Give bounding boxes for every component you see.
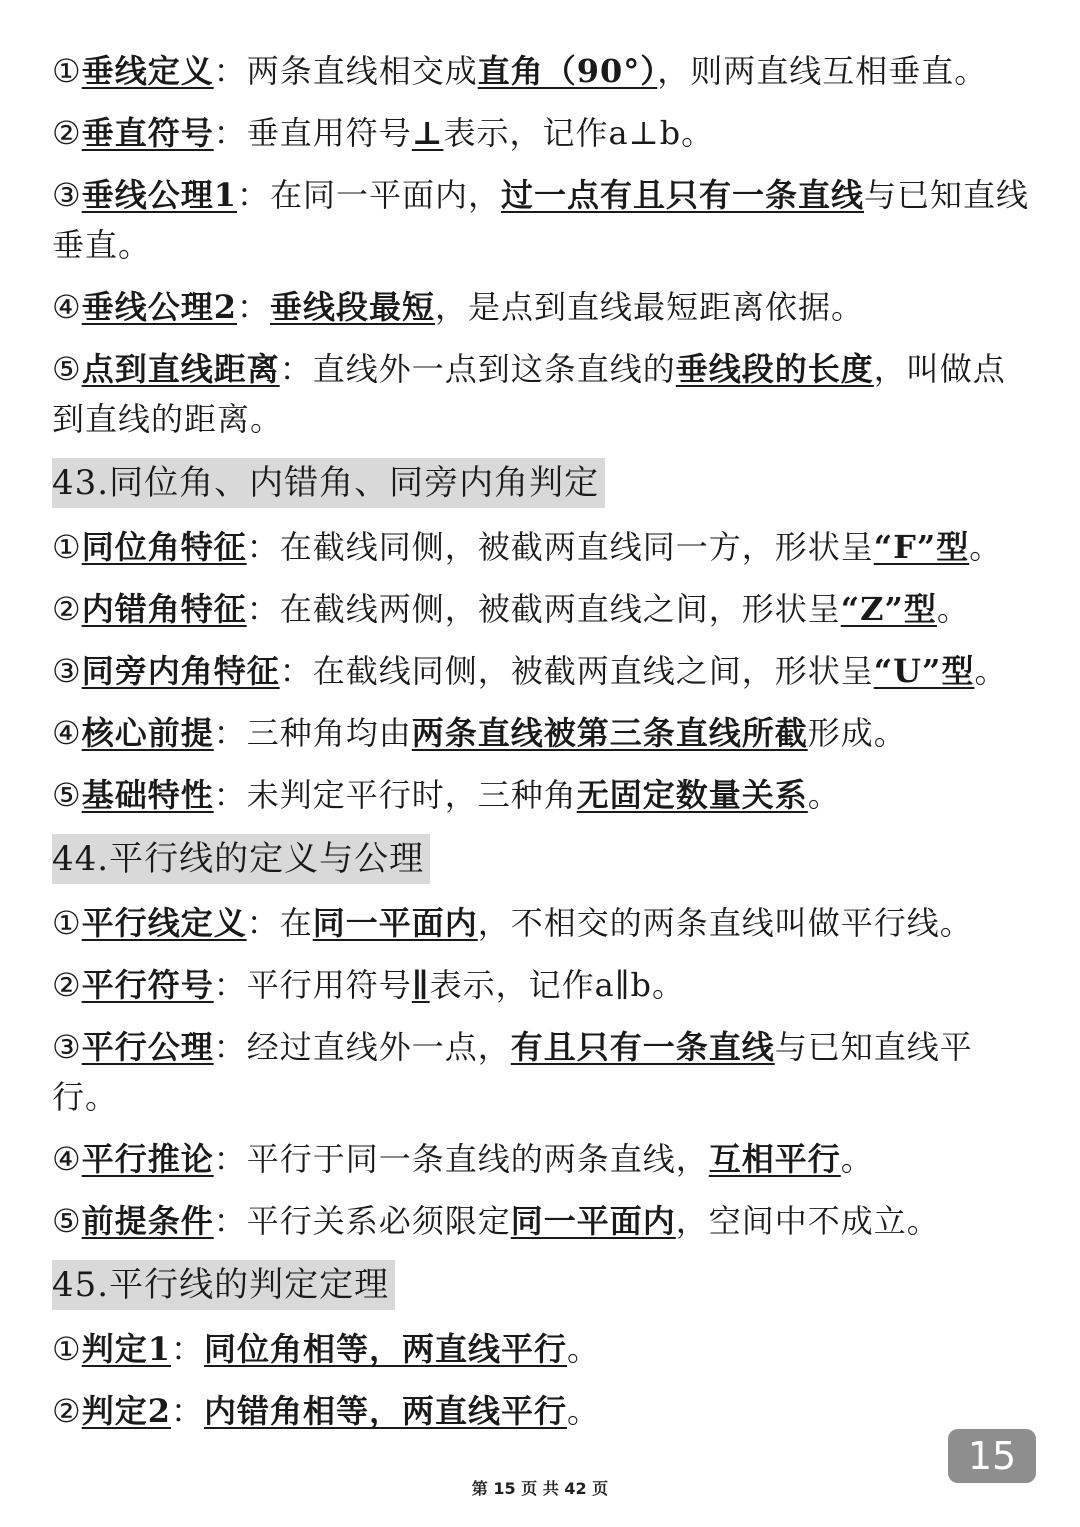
- item-term: 垂线公理1: [81, 176, 237, 214]
- item-number: ②: [52, 1392, 82, 1430]
- list-item: [52, 1324, 1037, 1374]
- list-item: [52, 1196, 1037, 1246]
- item-separator: ：: [213, 114, 247, 152]
- item-separator: ：: [246, 904, 280, 942]
- item-text: ，则两直线互相垂直。: [657, 52, 988, 90]
- section-title: 45.平行线的判定定理: [52, 1260, 395, 1310]
- item-term: 垂线公理2: [81, 288, 237, 326]
- key-phrase: 有且只有一条直线: [510, 1028, 775, 1066]
- list-item: [52, 708, 1037, 758]
- section: [52, 1258, 1037, 1436]
- item-number: ⑤: [52, 776, 82, 814]
- section: [52, 456, 1037, 820]
- list-item: [52, 584, 1037, 634]
- item-separator: ：: [213, 52, 247, 90]
- item-text: 三种角均由: [246, 714, 412, 752]
- section-title: 44.平行线的定义与公理: [52, 834, 430, 884]
- item-text: 未判定平行时，三种角: [246, 776, 577, 814]
- section: [52, 832, 1037, 1246]
- item-term: 同位角特征: [81, 528, 247, 566]
- item-separator: ：: [213, 966, 247, 1004]
- item-separator: ：: [213, 1202, 247, 1240]
- key-phrase: “U”型: [873, 652, 975, 690]
- item-number: ④: [52, 1140, 82, 1178]
- key-phrase: 直角（90°）: [477, 52, 658, 90]
- key-phrase: 同一平面内: [510, 1202, 676, 1240]
- item-text: ，叫做点到直线的距离。: [52, 350, 1006, 438]
- key-phrase: 同位角相等，两直线平行: [203, 1330, 567, 1368]
- item-term: 平行公理: [81, 1028, 214, 1066]
- item-number: ③: [52, 1028, 82, 1066]
- item-text: ，空间中不成立。: [675, 1202, 940, 1240]
- item-term: 平行符号: [81, 966, 214, 1004]
- item-separator: ：: [213, 1140, 247, 1178]
- key-phrase: 互相平行: [708, 1140, 841, 1178]
- key-phrase: 过一点有且只有一条直线: [501, 176, 865, 214]
- item-text: 。: [807, 776, 841, 814]
- list-item: [52, 1386, 1037, 1436]
- item-separator: ：: [213, 714, 247, 752]
- item-text: ，不相交的两条直线叫做平行线。: [477, 904, 973, 942]
- item-term: 平行线定义: [81, 904, 247, 942]
- list-item: [52, 646, 1037, 696]
- item-text: 。: [969, 528, 1003, 566]
- page-footer: 第 15 页 共 42 页: [471, 1479, 609, 1498]
- item-term: 垂线定义: [81, 52, 214, 90]
- item-number: ②: [52, 590, 82, 628]
- item-separator: ：: [246, 528, 280, 566]
- key-phrase: 同一平面内: [312, 904, 478, 942]
- item-text: 在截线同侧，被截两直线同一方，形状呈: [279, 528, 874, 566]
- item-text: 垂直用符号: [246, 114, 412, 152]
- item-text: 与已知直线平行。: [52, 1028, 973, 1116]
- item-separator: ：: [236, 176, 270, 214]
- item-number: ③: [52, 176, 82, 214]
- item-text: 表示，记作a∥b。: [429, 966, 686, 1004]
- item-number: ④: [52, 288, 82, 326]
- section-title: 43.同位角、内错角、同旁内角判定: [52, 458, 605, 508]
- item-term: 平行推论: [81, 1140, 214, 1178]
- list-item: [52, 770, 1037, 820]
- item-separator: ：: [170, 1330, 204, 1368]
- page-number-badge: 15: [948, 1429, 1036, 1483]
- item-number: ①: [52, 528, 82, 566]
- key-phrase: ⊥: [411, 114, 444, 152]
- item-text: 表示，记作a⊥b。: [443, 114, 715, 152]
- sections-container: [52, 456, 1037, 1436]
- item-term: 基础特性: [81, 776, 214, 814]
- item-separator: ：: [213, 776, 247, 814]
- item-text: 与已知直线垂直。: [52, 176, 1030, 264]
- item-separator: ：: [279, 652, 313, 690]
- document-page: [52, 46, 1037, 1448]
- item-text: ，是点到直线最短距离依据。: [435, 288, 865, 326]
- item-number: ④: [52, 714, 82, 752]
- item-separator: ：: [246, 590, 280, 628]
- list-item: [52, 46, 1037, 96]
- item-text: 平行用符号: [246, 966, 412, 1004]
- key-phrase: 两条直线被第三条直线所截: [411, 714, 808, 752]
- item-text: 平行于同一条直线的两条直线，: [246, 1140, 709, 1178]
- item-number: ③: [52, 652, 82, 690]
- key-phrase: ∥: [411, 966, 430, 1004]
- intro-list: [52, 46, 1037, 444]
- item-text: 。: [567, 1330, 601, 1368]
- item-text: 直线外一点到这条直线的: [312, 350, 676, 388]
- list-item: [52, 344, 1037, 444]
- item-number: ①: [52, 1330, 82, 1368]
- item-number: ①: [52, 904, 82, 942]
- item-term: 点到直线距离: [81, 350, 280, 388]
- key-phrase: 垂线段的长度: [675, 350, 874, 388]
- key-phrase: 无固定数量关系: [576, 776, 808, 814]
- item-term: 判定2: [81, 1392, 171, 1430]
- key-phrase: 内错角相等，两直线平行: [203, 1392, 567, 1430]
- item-text: 形成。: [807, 714, 907, 752]
- key-phrase: “F”型: [873, 528, 970, 566]
- item-text: 。: [840, 1140, 874, 1178]
- item-text: 在截线两侧，被截两直线之间，形状呈: [279, 590, 841, 628]
- item-number: ⑤: [52, 350, 82, 388]
- list-item: [52, 898, 1037, 948]
- key-phrase: “Z”型: [840, 590, 937, 628]
- item-term: 垂直符号: [81, 114, 214, 152]
- item-text: 在截线同侧，被截两直线之间，形状呈: [312, 652, 874, 690]
- item-text: 经过直线外一点，: [246, 1028, 511, 1066]
- item-number: ⑤: [52, 1202, 82, 1240]
- key-phrase: 垂线段最短: [269, 288, 435, 326]
- item-term: 判定1: [81, 1330, 171, 1368]
- item-text: 两条直线相交成: [246, 52, 478, 90]
- item-number: ①: [52, 52, 82, 90]
- item-term: 同旁内角特征: [81, 652, 280, 690]
- list-item: [52, 108, 1037, 158]
- item-separator: ：: [279, 350, 313, 388]
- item-separator: ：: [213, 1028, 247, 1066]
- item-number: ②: [52, 114, 82, 152]
- item-term: 内错角特征: [81, 590, 247, 628]
- list-item: [52, 282, 1037, 332]
- item-term: 前提条件: [81, 1202, 214, 1240]
- item-text: 。: [936, 590, 970, 628]
- list-item: [52, 1134, 1037, 1184]
- item-separator: ：: [170, 1392, 204, 1430]
- item-text: 在: [279, 904, 313, 942]
- item-term: 核心前提: [81, 714, 214, 752]
- list-item: [52, 1022, 1037, 1122]
- list-item: [52, 960, 1037, 1010]
- item-number: ②: [52, 966, 82, 1004]
- item-text: 平行关系必须限定: [246, 1202, 511, 1240]
- item-text: 。: [974, 652, 1008, 690]
- list-item: [52, 522, 1037, 572]
- item-separator: ：: [236, 288, 270, 326]
- item-text: 在同一平面内，: [269, 176, 501, 214]
- list-item: [52, 170, 1037, 270]
- item-text: 。: [567, 1392, 601, 1430]
